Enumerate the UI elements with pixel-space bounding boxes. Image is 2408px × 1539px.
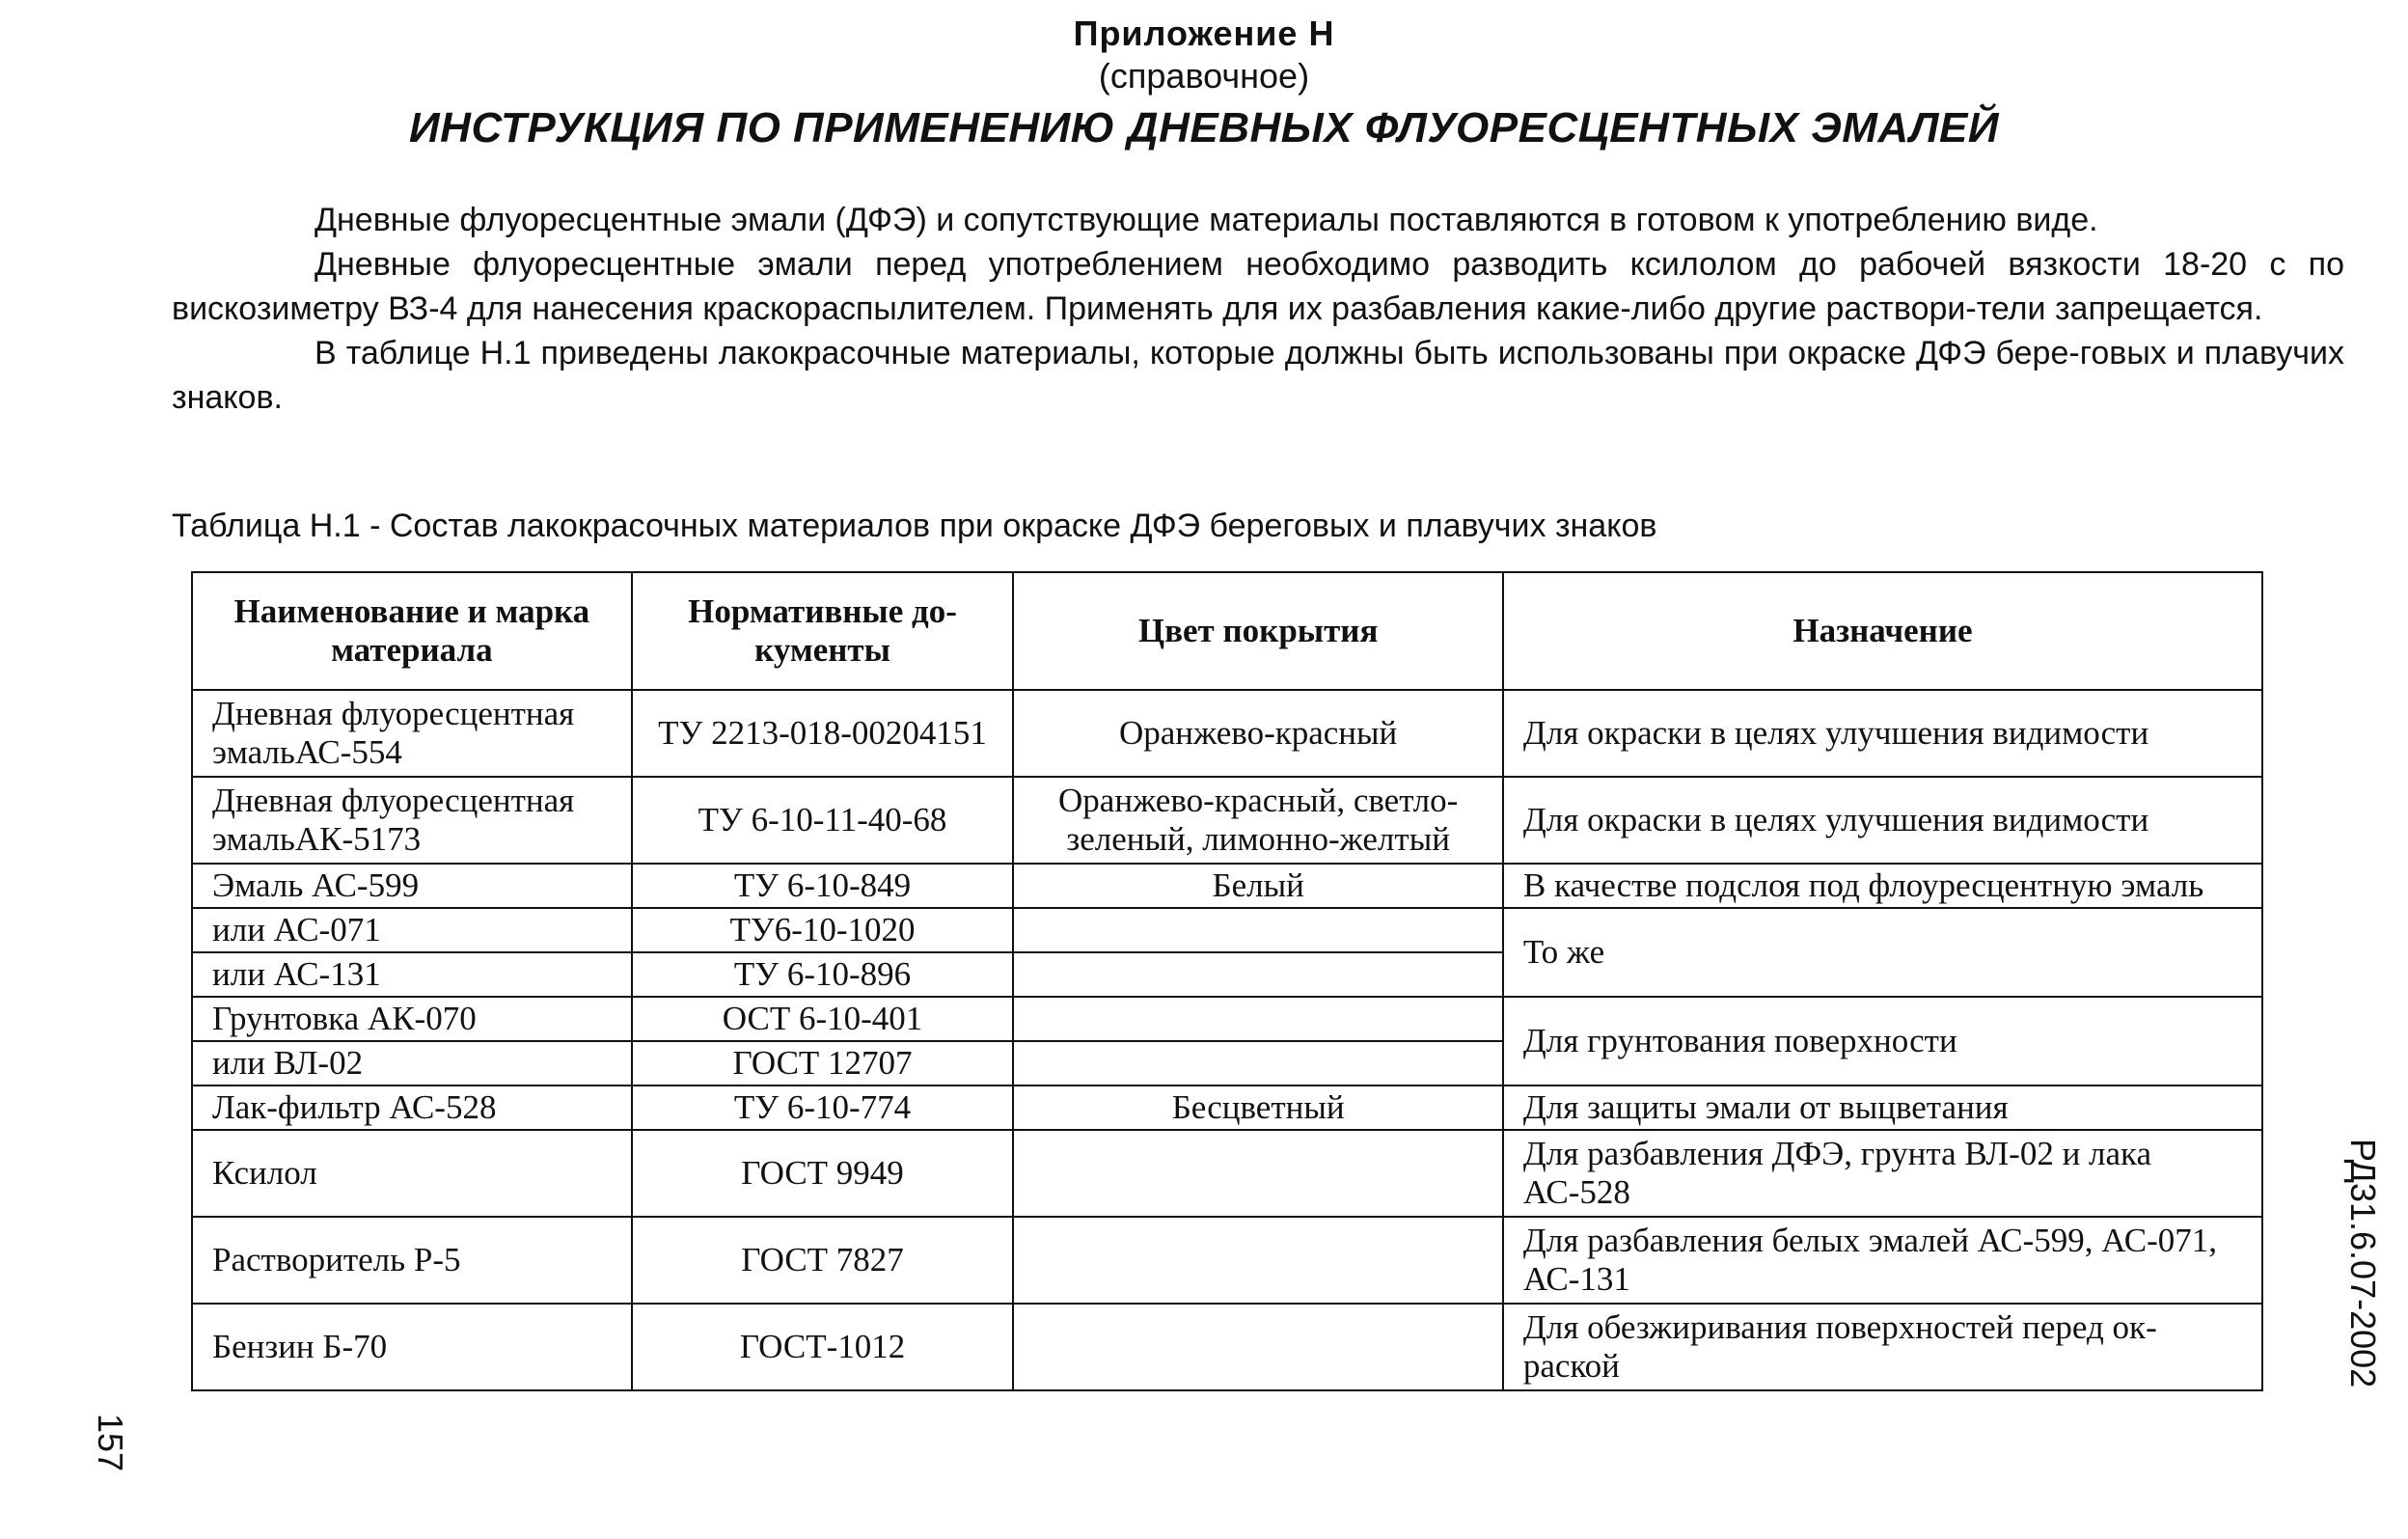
- materials-table: [191, 571, 2263, 1391]
- column-header-color: Цвет покрытия: [1013, 572, 1502, 690]
- page-title: ИНСТРУКЦИЯ ПО ПРИМЕНЕНИЮ ДНЕВНЫХ ФЛУОРЕСЦЕНТНЫХ ЭМАЛЕЙ: [409, 104, 1999, 151]
- table-row: [192, 690, 2262, 777]
- cell-purpose: Для обезжиривания поверхностей перед ок-раской: [1503, 1304, 2262, 1390]
- cell-color: Бесцветный: [1013, 1086, 1502, 1130]
- table-row: [192, 908, 2262, 952]
- cell-color: [1013, 1041, 1502, 1086]
- table-row: [192, 1086, 2262, 1130]
- table-row: [192, 1217, 2262, 1304]
- page-number: 157: [91, 1414, 130, 1472]
- cell-purpose: То же: [1503, 908, 2262, 997]
- cell-color: [1013, 908, 1502, 952]
- cell-color: Оранжево-красный: [1013, 690, 1502, 777]
- table-row: [192, 997, 2262, 1041]
- document-code: РД31.6.07-2002: [2343, 1139, 2383, 1388]
- cell-doc: ТУ 6-10-896: [632, 952, 1014, 997]
- cell-name: Эмаль АС-599: [192, 864, 632, 908]
- cell-purpose: В качестве подслоя под флоуресцентную эмаль: [1503, 864, 2262, 908]
- cell-name: Дневная флуоресцентная эмальАС-554: [192, 690, 632, 777]
- paragraph: Дневные флуоресцентные эмали (ДФЭ) и сопутствующие материалы поставляются в готовом к употреблению виде.: [315, 202, 2098, 238]
- cell-name: или ВЛ-02: [192, 1041, 632, 1086]
- cell-doc: ГОСТ-1012: [632, 1304, 1014, 1390]
- cell-color: [1013, 952, 1502, 997]
- table-row: [192, 1130, 2262, 1217]
- cell-name: или АС-071: [192, 908, 632, 952]
- cell-purpose: Для окраски в целях улучшения видимости: [1503, 777, 2262, 864]
- table-header-row: [192, 572, 2262, 690]
- cell-doc: ТУ 6-10-849: [632, 864, 1014, 908]
- cell-name: Бензин Б-70: [192, 1304, 632, 1390]
- cell-name: Растворитель Р-5: [192, 1217, 632, 1304]
- cell-doc: ГОСТ 7827: [632, 1217, 1014, 1304]
- cell-doc: ТУ 6-10-774: [632, 1086, 1014, 1130]
- appendix-label: Приложение Н: [1073, 14, 1335, 53]
- cell-purpose: Для разбавления белых эмалей АС-599, АС-071, АС-131: [1503, 1217, 2262, 1304]
- column-header-name: Наименование и марка материала: [192, 572, 632, 690]
- cell-purpose: Для грунтования поверхности: [1503, 997, 2262, 1086]
- cell-doc: ТУ 2213-018-00204151: [632, 690, 1014, 777]
- paragraph: Дневные флуоресцентные эмали перед употреблением необходимо разводить ксилолом до рабочей вязкости 18-20 с по вискозиметру ВЗ-4 для нанесения краскораспылителем. Применять для их разбавления какие-либо другие раствори-тели запрещается.: [172, 246, 2344, 327]
- cell-name: Лак-фильтр АС-528: [192, 1086, 632, 1130]
- cell-purpose: Для окраски в целях улучшения видимости: [1503, 690, 2262, 777]
- cell-purpose: Для защиты эмали от выцветания: [1503, 1086, 2262, 1130]
- cell-doc: ГОСТ 12707: [632, 1041, 1014, 1086]
- cell-color: [1013, 1217, 1502, 1304]
- table-row: [192, 777, 2262, 864]
- cell-name: Ксилол: [192, 1130, 632, 1217]
- table-caption: Таблица Н.1 - Состав лакокрасочных материалов при окраске ДФЭ береговых и плавучих знаков: [172, 508, 1657, 544]
- cell-doc: ГОСТ 9949: [632, 1130, 1014, 1217]
- cell-color: Оранжево-красный, светло-зеленый, лимонно-желтый: [1013, 777, 1502, 864]
- cell-color: [1013, 997, 1502, 1041]
- paragraph: В таблице Н.1 приведены лакокрасочные материалы, которые должны быть использованы при окраске ДФЭ бере-говых и плавучих знаков.: [172, 335, 2344, 416]
- appendix-type: (справочное): [1098, 56, 1310, 96]
- cell-purpose: Для разбавления ДФЭ, грунта ВЛ-02 и лака АС-528: [1503, 1130, 2262, 1217]
- table-row: [192, 1304, 2262, 1390]
- cell-doc: ТУ6-10-1020: [632, 908, 1014, 952]
- cell-name: Дневная флуоресцентная эмальАК-5173: [192, 777, 632, 864]
- cell-color: [1013, 1130, 1502, 1217]
- cell-name: Грунтовка АК-070: [192, 997, 632, 1041]
- cell-name: или АС-131: [192, 952, 632, 997]
- column-header-purpose: Назначение: [1503, 572, 2262, 690]
- cell-color: [1013, 1304, 1502, 1390]
- table-row: [192, 864, 2262, 908]
- cell-doc: ТУ 6-10-11-40-68: [632, 777, 1014, 864]
- cell-color: Белый: [1013, 864, 1502, 908]
- cell-doc: ОСТ 6-10-401: [632, 997, 1014, 1041]
- body-text: [172, 198, 2344, 420]
- column-header-documents: Нормативные до-кументы: [632, 572, 1014, 690]
